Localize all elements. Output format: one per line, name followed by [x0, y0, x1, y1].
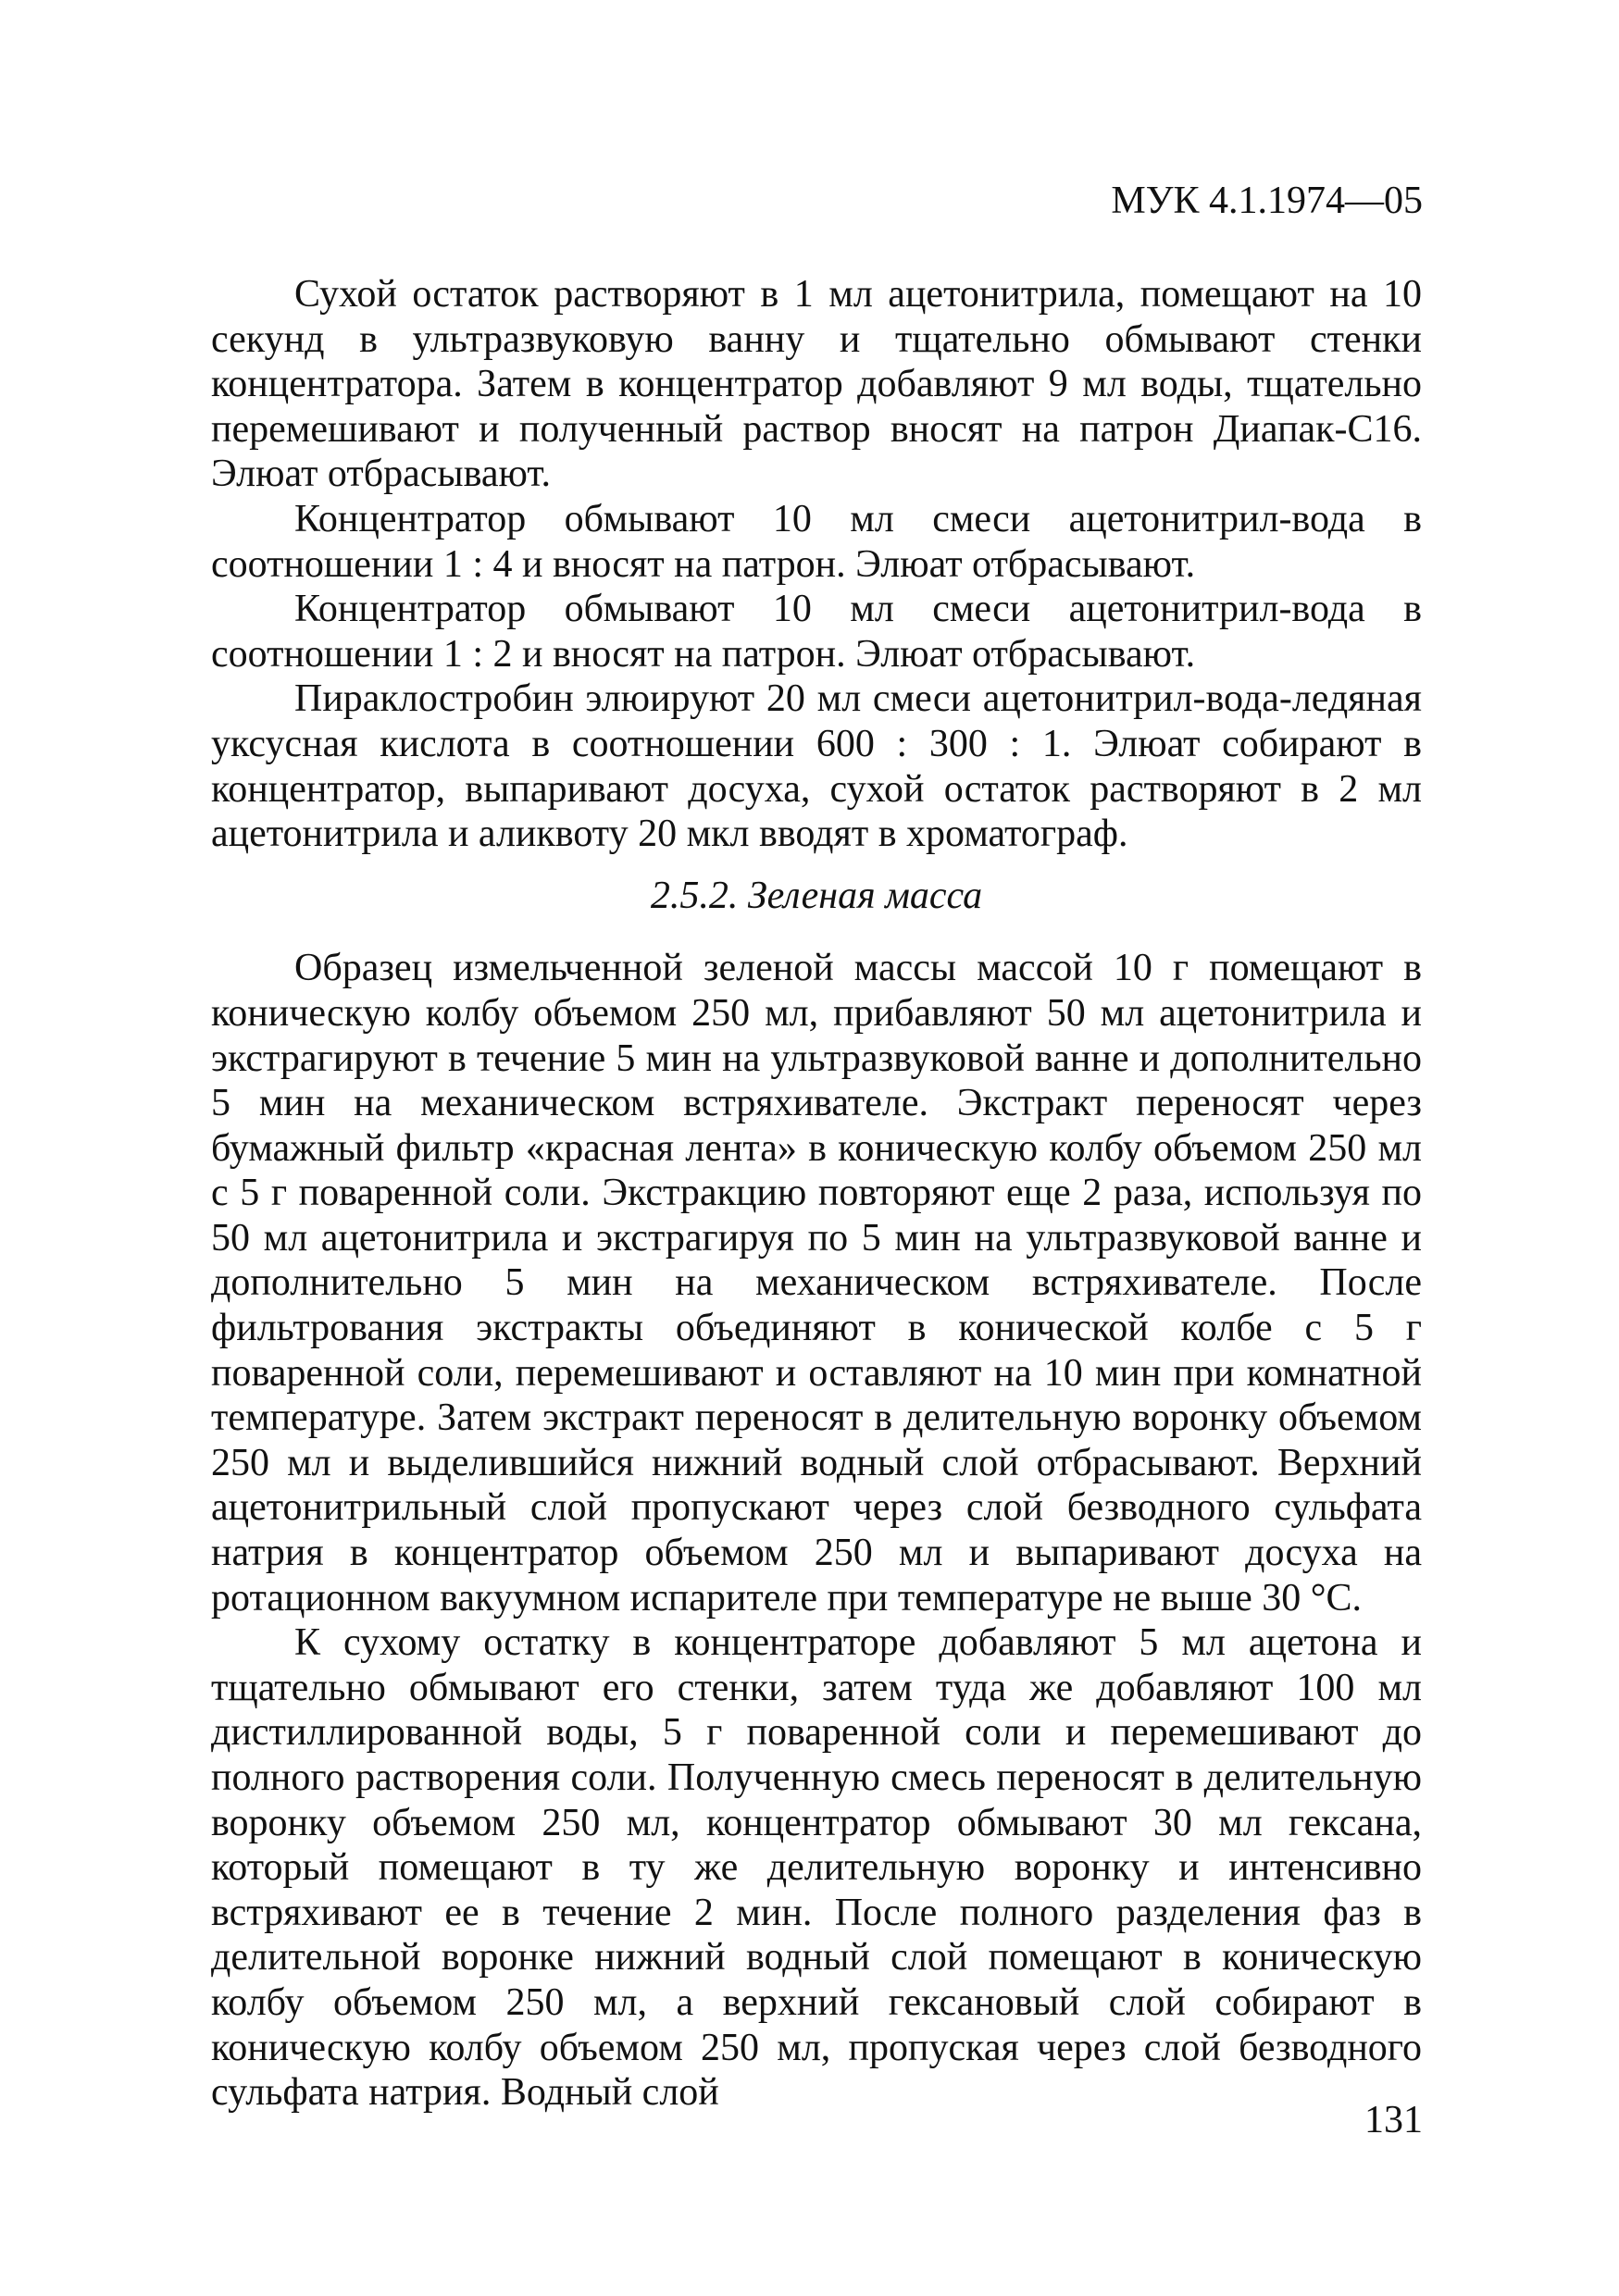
paragraph-wash-1-2: Концентратор обмывают 10 мл смеси ацетонитрил-вода в соотношении 1 : 2 и вносят на патрон. Элюат отбрасывают.: [211, 588, 1422, 676]
document-code-header: МУК 4.1.1974—05: [1111, 180, 1423, 222]
paragraph-dry-residue: Сухой остаток растворяют в 1 мл ацетонитрила, помещают на 10 секунд в ультразвуковую ванну и тщательно обмывают стенки концентратора. Затем в концентратор добавляют 9 мл воды, тщательно перемешивают и полученный раствор вносят на патрон Диапак-С16. Элюат отбрасывают.: [211, 273, 1422, 496]
page-number: 131: [1364, 2099, 1423, 2141]
paragraph-wash-1-4: Концентратор обмывают 10 мл смеси ацетонитрил-вода в соотношении 1 : 4 и вносят на патрон. Элюат отбрасывают.: [211, 497, 1422, 586]
section-heading: 2.5.2. Зеленая масса: [650, 874, 983, 917]
page-body: [211, 272, 1422, 2116]
paragraph-elution: Пираклостробин элюируют 20 мл смеси ацетонитрил-вода-ледяная уксусная кислота в соотношении 600 : 300 : 1. Элюат собирают в концентратор, выпаривают досуха, сухой остаток растворяют в 2 мл ацетонитрила и аликвоту 20 мкл вводят в хроматограф.: [211, 677, 1422, 856]
paragraph-green-mass-extraction: Образец измельченной зеленой массы массой 10 г помещают в коническую колбу объемом 250 мл, прибавляют 50 мл ацетонитрила и экстрагируют в течение 5 мин на ультразвуковой ванне и дополнительно 5 мин на механическом встряхивателе. Экстракт переносят через бумажный фильтр «красная лента» в коническую колбу объемом 250 мл с 5 г поваренной соли. Экстракцию повторяют еще 2 раза, используя по 50 мл ацетонитрила и экстрагируя по 5 мин на ультразвуковой ванне и дополнительно 5 мин на механическом встряхивателе. После фильтрования экстракты объединяют в конической колбе с 5 г поваренной соли, перемешивают и оставляют на 10 мин при комнатной температуре. Затем экстракт переносят в делительную воронку объемом 250 мл и выделившийся нижний водный слой отбрасывают. Верхний ацетонитрильный слой пропускают через слой безводного сульфата натрия в концентратор объемом 250 мл и выпаривают досуха на ротационном вакуумном испарителе при температуре не выше 30 °С.: [211, 947, 1422, 1620]
paragraph-hexane-partition: К сухому остатку в концентраторе добавляют 5 мл ацетона и тщательно обмывают его стенки, затем туда же добавляют 100 мл дистиллированной воды, 5 г поваренной соли и перемешивают до полного растворения соли. Полученную смесь переносят в делительную воронку объемом 250 мл, концентратор обмывают 30 мл гексана, который помещают в ту же делительную воронку и интенсивно встряхивают ее в течение 2 мин. После полного разделения фаз в делительной воронке нижний водный слой помещают в коническую колбу объемом 250 мл, а верхний гексановый слой собирают в коническую колбу объемом 250 мл, пропуская через слой безводного сульфата натрия. Водный слой: [211, 1621, 1422, 2115]
